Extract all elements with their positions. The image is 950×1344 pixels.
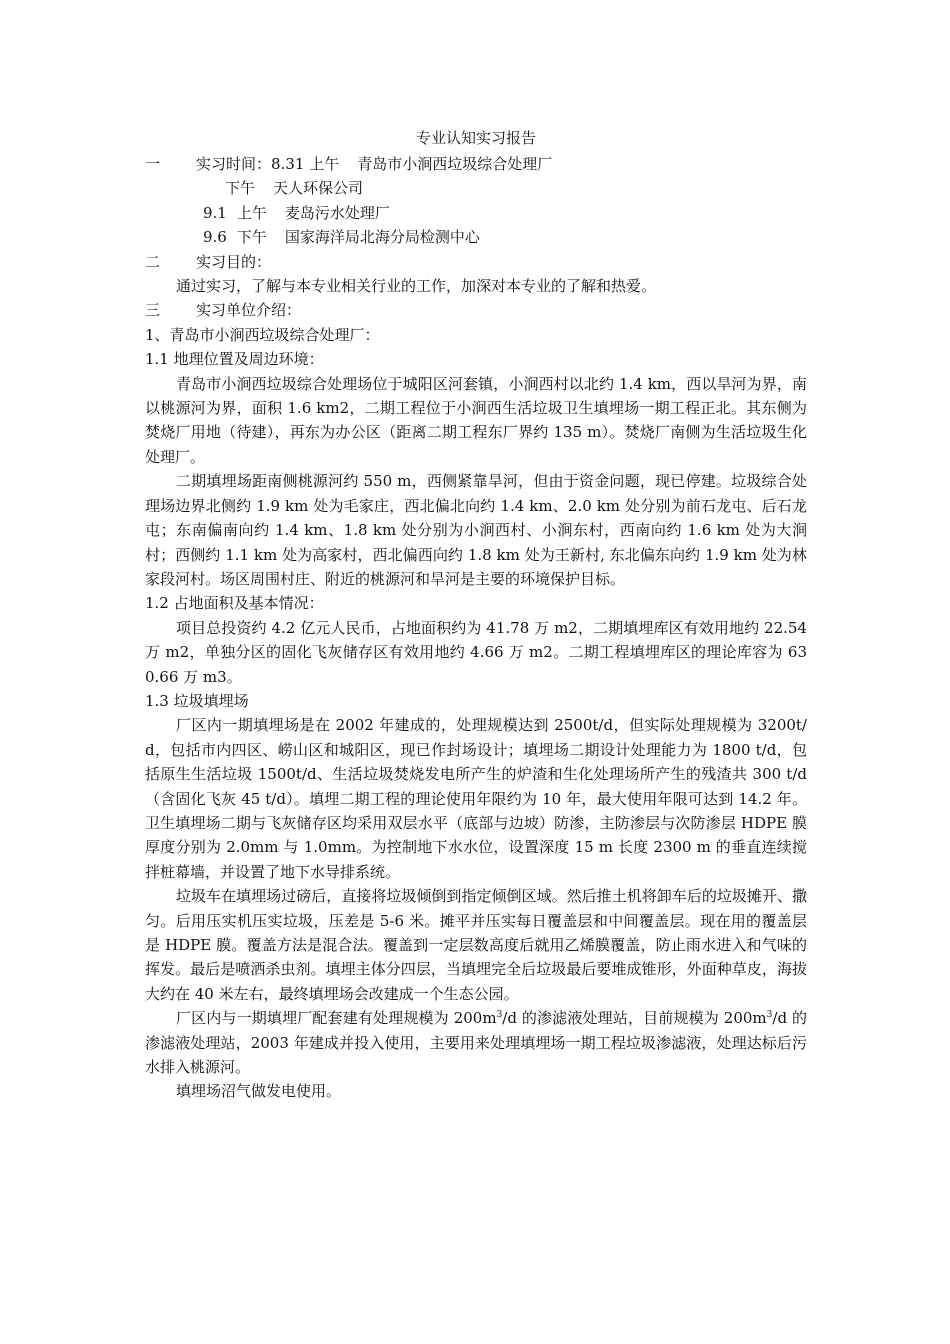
document-body <box>145 126 807 1104</box>
schedule-period: 上午 <box>236 203 267 222</box>
subsection-1-3-title: 1.3 垃圾填埋场 <box>145 691 249 710</box>
schedule-period: 上午 <box>309 155 340 173</box>
unit-1-title: 1、青岛市小涧西垃圾综合处理厂： <box>145 325 380 344</box>
schedule-place: 国家海洋局北海分局检测中心 <box>284 228 480 247</box>
superscript-3: 3 <box>496 1010 503 1021</box>
paragraph-surroundings: 二期填埋场距南侧桃源河约 550 m，西侧紧靠旱河，但由于资金问题，现已停建。垃圾综合处理场边界北侧约 1.9 km 处为毛家庄，西北偏北向约 1.4 km、2.0 km 处分别为前石龙屯、后石龙屯；东南偏南向约 1.4 km、1.8 km 处分别为小涧西村、小涧东村，西南向约 1.6 km 处为大涧村；西侧约 1.1 km 处为高家村，西北偏西向约 1.8 km 处为王新村, 东北偏东向约 1.9 km 处为林家段河村。场区周围村庄、附近的桃源河和旱河是主要的环境保护目标。 <box>145 472 807 588</box>
paragraph-area: 项目总投资约 4.2 亿元人民币，占地面积约为 41.78 万 m2，二期填埋库区有效用地约 22.54 万 m2，单独分区的固化飞灰储存区有效用地约 4.66 万 m2。二期工程填埋库区的理论库容为 630.66 万 m3。 <box>145 618 807 686</box>
leachate-text-a: 厂区内与一期填埋厂配套建有处理规模为 200m <box>176 1009 497 1028</box>
paragraph-landfill-capacity: 厂区内一期填埋场是在 2002 年建成的，处理规模达到 2500t/d，但实际处理规模为 3200t/d，包括市内四区、崂山区和城阳区，现已作封场设计；填埋场二期设计处理能力为 1800 t/d，包括原生生活垃圾 1500t/d、生活垃圾焚烧发电所产生的炉渣和生化处理场所产生的残渣共 300 t/d（含固化飞灰 45 t/d）。填埋二期工程的理论使用年限约为 10 年，最大使用年限可达到 14.2 年。卫生填埋场二期与飞灰储存区均采用双层水平（底部与边坡）防渗，主防渗层与次防渗层 HDPE 膜厚度分别为 2.0mm 与 1.0mm。为控制地下水水位，设置深度 15 m 长度 2300 m 的垂直连续搅拌桩幕墙，并设置了地下水导排系统。 <box>145 716 807 881</box>
schedule-period: 下午 <box>225 179 256 198</box>
section-3-heading <box>145 298 807 322</box>
section-number: 二 <box>145 252 161 271</box>
schedule-date: 9.6 <box>203 228 227 247</box>
subsection-1-1-title: 1.1 地理位置及周边环境： <box>145 350 324 369</box>
purpose-paragraph: 通过实习，了解与本专业相关行业的工作，加深对本专业的了解和热爱。 <box>176 277 657 296</box>
section-number: 三 <box>145 301 161 320</box>
schedule-place: 青岛市小涧西垃圾综合处理厂 <box>357 155 553 173</box>
superscript-3: 3 <box>766 1010 773 1021</box>
leachate-text-c: /d 的渗滤液处理站，2003 年建成并投入使用，主要用来处理填埋场一期工程垃圾渗滤液，处理达标后污水排入桃源河。 <box>145 1009 807 1077</box>
schedule-line-3 <box>145 201 807 225</box>
schedule-period: 下午 <box>236 228 267 247</box>
paragraph-biogas: 填埋场沼气做发电使用。 <box>176 1082 342 1101</box>
leachate-text-b: /d 的渗滤液处理站，目前规模为 200m <box>502 1009 767 1028</box>
document-title: 专业认知实习报告 <box>415 129 536 147</box>
section-number: 一 <box>145 155 161 173</box>
schedule-line-1 <box>145 152 807 176</box>
section-heading: 实习时间： <box>196 155 272 173</box>
schedule-place: 天人环保公司 <box>273 179 364 198</box>
schedule-date: 8.31 <box>271 155 305 173</box>
paragraph-leachate <box>145 1006 807 1079</box>
section-2-heading <box>145 250 807 274</box>
section-heading: 实习目的： <box>196 252 272 271</box>
paragraph-landfill-process: 垃圾车在填埋场过磅后，直接将垃圾倾倒到指定倾倒区域。然后推土机将卸车后的垃圾摊开、撒匀。后用压实机压实垃圾，压差是 5-6 米。摊平并压实每日覆盖层和中间覆盖层。现在用的覆盖层是 HDPE 膜。覆盖方法是混合法。覆盖到一定层数高度后就用乙烯膜覆盖，防止雨水进入和气味的挥发。最后是喷洒杀虫剂。填埋主体分四层，当填埋完全后垃圾最后要堆成锥形，外面种草皮，海拔大约在 40 米左右，最终填埋场会改建成一个生态公园。 <box>145 887 807 1003</box>
section-heading: 实习单位介绍： <box>196 301 302 320</box>
schedule-place: 麦岛污水处理厂 <box>284 203 390 222</box>
schedule-date: 9.1 <box>203 203 227 222</box>
schedule-line-2 <box>145 176 807 200</box>
paragraph-location: 青岛市小涧西垃圾综合处理场位于城阳区河套镇，小涧西村以北约 1.4 km，西以旱河为界，南以桃源河为界，面积 1.6 km2，二期工程位于小涧西生活垃圾卫生填埋场一期工程正北。其东侧为焚烧厂用地（待建），再东为办公区（距离二期工程东厂界约 135 m）。焚烧厂南侧为生活垃圾生化处理厂。 <box>145 374 807 466</box>
subsection-1-2-title: 1.2 占地面积及基本情况： <box>145 594 324 613</box>
schedule-line-4 <box>145 225 807 249</box>
